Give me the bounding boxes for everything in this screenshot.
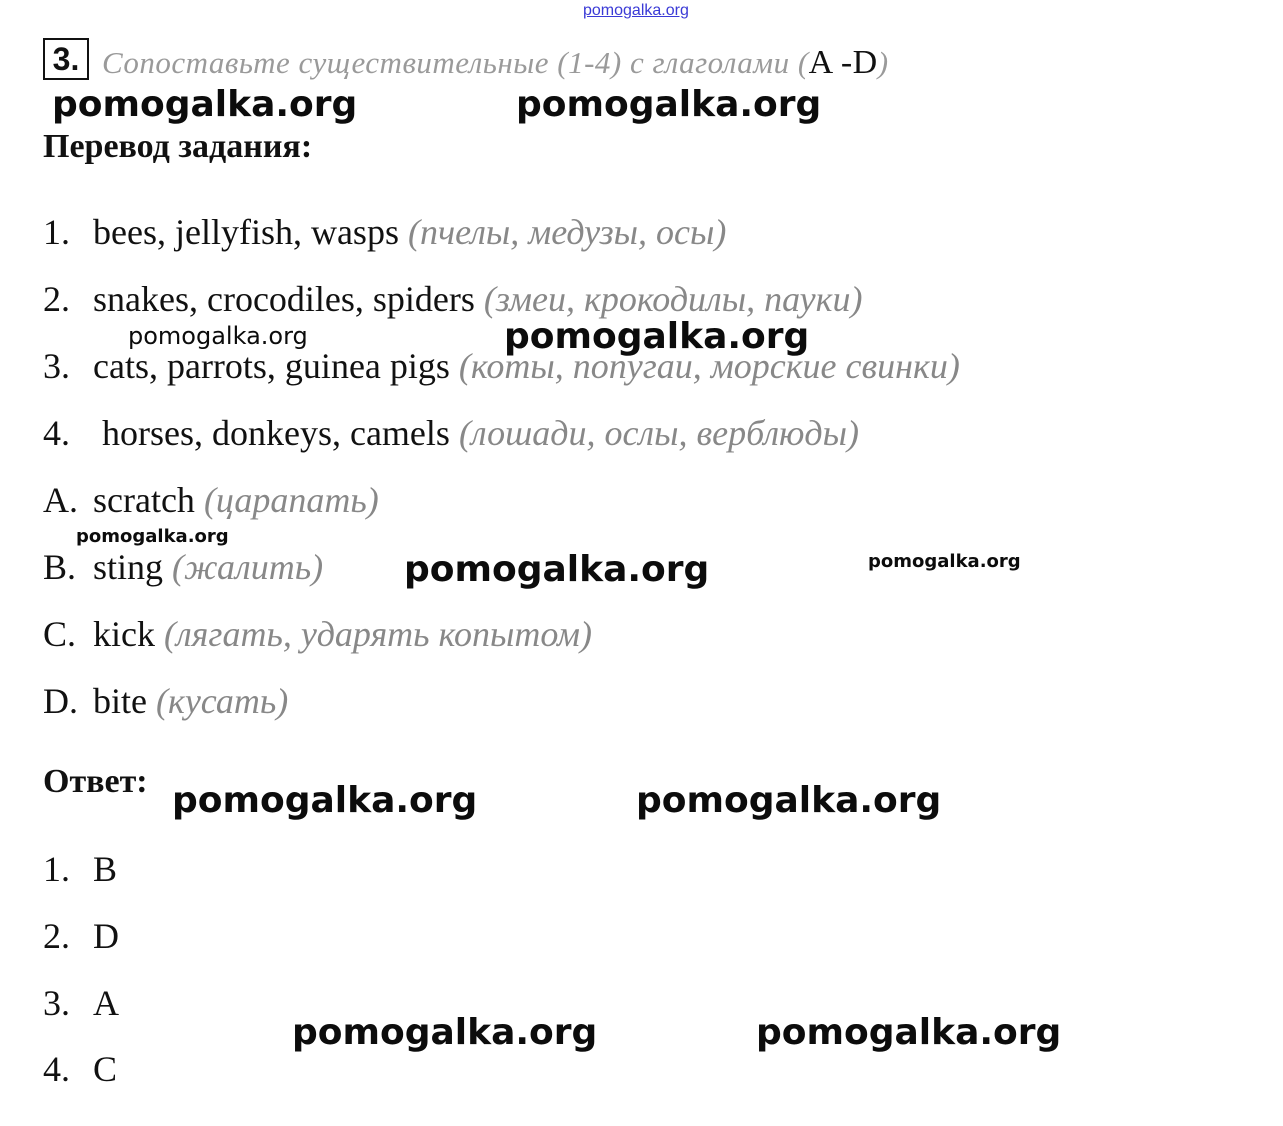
verb-item (43, 613, 592, 655)
instruction-text: Сопоставьте существительные (1-4) с глаголами ( (102, 45, 809, 80)
noun-text: bees, jellyfish, wasps (93, 212, 399, 252)
translation-heading: Перевод задания: (43, 128, 313, 165)
noun-item (43, 211, 726, 253)
watermark: pomogalka.org (76, 526, 229, 547)
verb-item (43, 479, 379, 521)
verb-item (43, 680, 288, 722)
answer-item (43, 1048, 117, 1090)
noun-item (43, 412, 859, 454)
answer-number: 1. (43, 849, 70, 889)
verb-text: bite (93, 681, 147, 721)
answer-heading: Ответ: (43, 763, 148, 800)
noun-number: 4. (43, 413, 70, 453)
noun-number: 3. (43, 346, 70, 386)
noun-text: snakes, crocodiles, spiders (93, 279, 475, 319)
noun-translation: (пчелы, медузы, осы) (407, 212, 727, 252)
noun-item (43, 278, 862, 320)
verb-letter: A. (43, 480, 78, 520)
site-link[interactable]: pomogalka.org (583, 2, 689, 19)
noun-text: cats, parrots, guinea pigs (93, 346, 450, 386)
verb-translation: (жалить) (172, 547, 324, 587)
noun-translation: (коты, попугаи, морские свинки) (458, 346, 960, 386)
verb-letter: D. (43, 681, 78, 721)
verb-text: sting (93, 547, 164, 587)
watermark: pomogalka.org (636, 780, 942, 821)
answer-value: C (93, 1049, 118, 1089)
answer-number: 2. (43, 916, 70, 956)
answer-item (43, 848, 117, 890)
verb-item (43, 546, 323, 588)
answer-item (43, 915, 119, 957)
noun-number: 1. (43, 212, 70, 252)
watermark: pomogalka.org (516, 84, 822, 125)
watermark: pomogalka.org (756, 1012, 1062, 1053)
verb-translation: (царапать) (203, 480, 379, 520)
verb-translation: (кусать) (155, 681, 289, 721)
task-number-box: 3. (43, 38, 89, 80)
watermark: pomogalka.org (404, 549, 710, 590)
answer-value: B (93, 849, 118, 889)
instruction-range: A -D (808, 44, 878, 81)
noun-item (43, 345, 960, 387)
noun-text: horses, donkeys, camels (93, 413, 450, 453)
noun-translation: (лошади, ослы, верблюды) (458, 413, 859, 453)
watermark: pomogalka.org (504, 316, 810, 357)
answer-value: A (93, 983, 119, 1023)
noun-translation: (змеи, крокодилы, пауки) (483, 279, 863, 319)
answer-number: 3. (43, 983, 70, 1023)
noun-number: 2. (43, 279, 70, 319)
instruction-close: ) (877, 45, 889, 80)
answer-value: D (93, 916, 119, 956)
watermark: pomogalka.org (128, 322, 308, 350)
verb-text: kick (93, 614, 155, 654)
answer-item (43, 982, 119, 1024)
task-instruction (102, 44, 889, 82)
watermark: pomogalka.org (868, 551, 1021, 572)
verb-text: scratch (93, 480, 195, 520)
verb-letter: C. (43, 614, 77, 654)
verb-translation: (лягать, ударять копытом) (163, 614, 592, 654)
watermark: pomogalka.org (52, 84, 358, 125)
verb-letter: B. (43, 547, 77, 587)
watermark: pomogalka.org (172, 780, 478, 821)
answer-number: 4. (43, 1049, 70, 1089)
watermark: pomogalka.org (292, 1012, 598, 1053)
